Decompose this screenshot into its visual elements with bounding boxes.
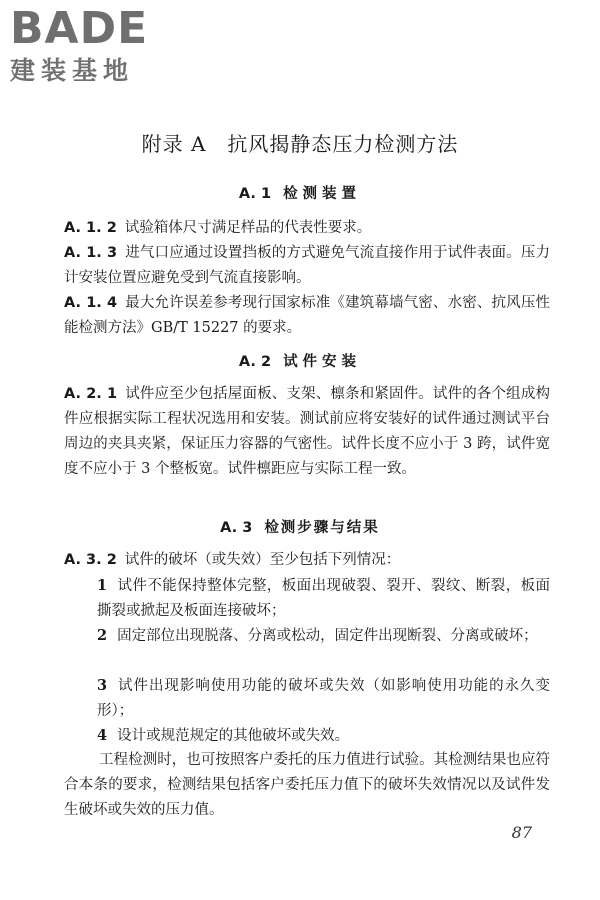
section-title: 试件安装	[283, 353, 362, 370]
clause-a-1-3	[64, 241, 550, 291]
list-item-3	[64, 673, 550, 724]
list-item-4	[64, 723, 550, 749]
item-number: 1	[97, 577, 108, 594]
section-title: 检测装置	[283, 185, 362, 202]
item-text: 试件不能保持整体完整，板面出现破裂、裂开、裂纹、断裂，板面撕裂或掀起及板面连接破坏；	[97, 578, 550, 619]
clause-a-3-2	[64, 548, 550, 573]
logo-chinese-name: 建装基地	[10, 56, 135, 85]
list-item-1	[64, 573, 550, 624]
section-title: 检测步骤与结果	[264, 519, 380, 536]
item-number: 3	[97, 677, 108, 694]
section-a3-heading	[0, 516, 600, 537]
clause-text: 试验箱体尺寸满足样品的代表性要求。	[124, 220, 372, 236]
logo-wordmark: BADE	[10, 3, 149, 54]
section-number: A. 1	[238, 186, 272, 202]
clause-number: A. 3. 2	[64, 552, 117, 568]
section-number: A. 2	[238, 354, 272, 370]
item-text: 设计或规范规定的其他破坏或失效。	[117, 728, 350, 744]
closing-paragraph: 工程检测时，也可按照客户委托的压力值进行试验。其检测结果也应符合本条的要求，检测结果包括客户委托压力值下的破坏失效情况以及试件发生破坏或失效的压力值。	[64, 752, 550, 818]
list-item-2	[64, 623, 550, 649]
page-title: 附录 A 抗风揭静态压力检测方法	[141, 132, 459, 156]
clause-number: A. 1. 4	[64, 295, 118, 311]
item-text: 试件出现影响使用功能的破坏或失效（如影响使用功能的永久变形）；	[97, 678, 550, 719]
clause-a-2-1	[64, 382, 550, 482]
clause-text: 进气口应通过设置挡板的方式避免气流直接作用于试件表面。压力计安装位置应避免受到气流直接影响。	[64, 245, 550, 286]
clause-a-1-4	[64, 291, 550, 341]
section-a2-heading	[0, 350, 600, 371]
page-number: 87	[511, 823, 532, 842]
item-text: 固定部位出现脱落、分离或松动，固定件出现断裂、分离或破坏；	[117, 628, 538, 644]
clause-number: A. 2. 1	[64, 386, 118, 402]
clause-text: 试件的破坏（或失效）至少包括下列情况：	[124, 552, 401, 568]
bade-logo	[10, 3, 180, 86]
clause-number: A. 1. 2	[64, 220, 117, 236]
clause-text: 试件应至少包括屋面板、支架、檩条和紧固件。试件的各个组成构件应根据实际工程状况选用和安装。测试前应将安装好的试件通过测试平台周边的夹具夹紧，保证压力容器的气密性。试件长度不应小于 3 跨，试件宽度不应小于 3 个整板宽。试件檩距应与实际工程一致。	[64, 386, 550, 477]
clause-text: 最大允许误差参考现行国家标准《建筑幕墙气密、水密、抗风压性能检测方法》GB/T 15227 的要求。	[64, 295, 550, 336]
section-a1-heading	[0, 182, 600, 203]
clause-number: A. 1. 3	[64, 245, 118, 261]
item-number: 4	[97, 727, 108, 744]
item-number: 2	[97, 627, 108, 644]
section-number: A. 3	[220, 520, 253, 536]
clause-a-1-2	[64, 216, 550, 241]
